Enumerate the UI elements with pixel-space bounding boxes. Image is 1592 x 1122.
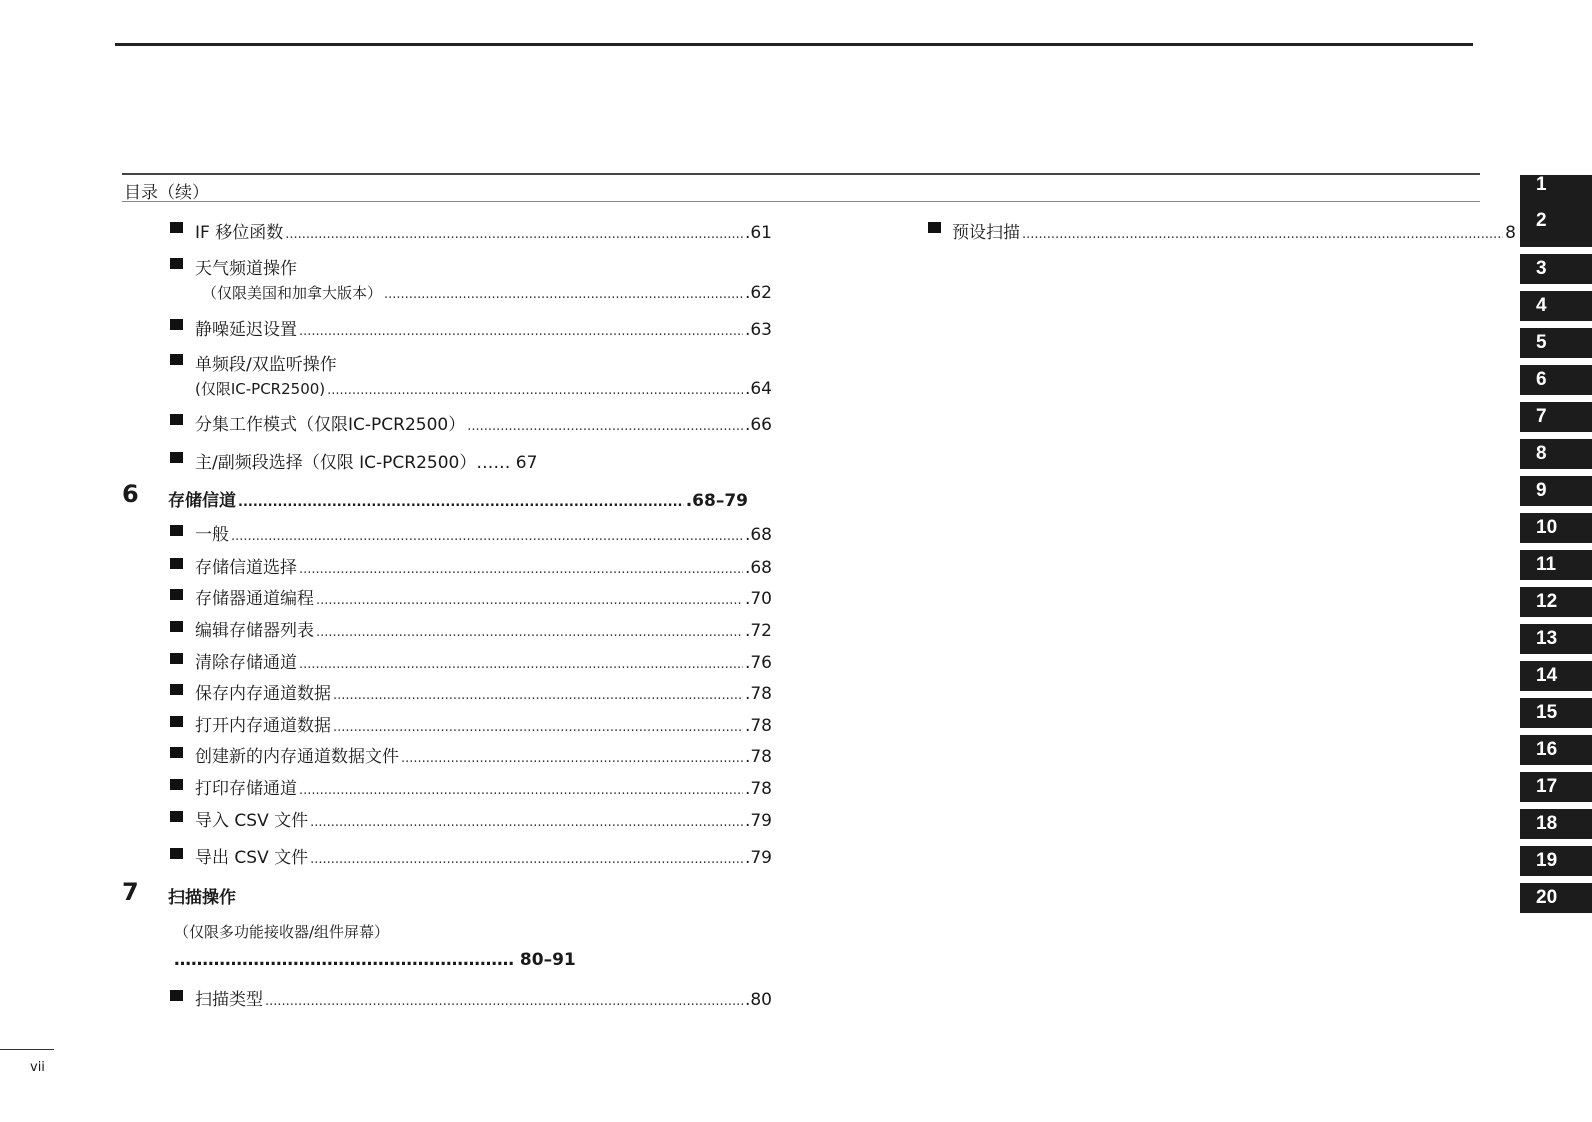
section-title: 目录（续） — [124, 183, 209, 203]
chapter-tab-11[interactable]: 11 — [1520, 550, 1592, 580]
square-bullet-icon — [170, 621, 183, 632]
leader-dots — [299, 657, 743, 672]
toc-entry-page: .79 — [744, 811, 772, 831]
chapter-title: 存储信道 — [168, 491, 236, 511]
toc-entry-title: 打开内存通道数据 — [195, 716, 331, 736]
toc-entry-title: 静噪延迟设置 — [195, 320, 297, 340]
chapter-tab-8[interactable]: 8 — [1520, 439, 1592, 469]
square-bullet-icon — [170, 558, 183, 569]
chapter-tab-18[interactable]: 18 — [1520, 809, 1592, 839]
leader-dots — [310, 852, 743, 867]
toc-entry-page: .61 — [744, 223, 772, 243]
chapter-tab-4[interactable]: 4 — [1520, 291, 1592, 321]
chapter-title: 扫描操作 — [168, 888, 236, 908]
section-rule-thin — [122, 201, 1480, 202]
square-bullet-icon — [170, 848, 183, 859]
toc-entry-page: .78 — [744, 779, 772, 799]
chapter-tab-12[interactable]: 12 — [1520, 587, 1592, 617]
toc-entry-page: .63 — [744, 320, 772, 340]
toc-entry-page: .78 — [744, 716, 772, 736]
chapter-tab-2[interactable]: 2 — [1520, 203, 1592, 247]
chapter-tab-17[interactable]: 17 — [1520, 772, 1592, 802]
top-rule — [115, 43, 1473, 46]
square-bullet-icon — [170, 589, 183, 600]
square-bullet-icon — [170, 258, 183, 269]
chapter-tab-9[interactable]: 9 — [1520, 476, 1592, 506]
toc-entry-subtitle: （仅限美国和加拿大版本） — [202, 284, 383, 302]
toc-entry-title: 扫描类型 — [195, 990, 263, 1010]
toc-entry-title: 存储信道选择 — [195, 558, 297, 578]
leader-dots — [316, 593, 743, 608]
square-bullet-icon — [170, 354, 183, 365]
leader-dots — [333, 688, 743, 703]
chapter-tab-14[interactable]: 14 — [1520, 661, 1592, 691]
toc-entry-page: .62 — [744, 283, 772, 303]
leader-dots — [285, 227, 743, 242]
toc-entry-title: 一般 — [195, 525, 229, 545]
toc-entry-title: 主/副频段选择（仅限 IC-PCR2500）…… 67 — [195, 453, 538, 473]
toc-entry-title: 天气频道操作 — [195, 259, 297, 279]
leader-dots — [467, 419, 743, 434]
toc-entry-page: .80 — [744, 990, 772, 1010]
toc-entry-page: .76 — [744, 653, 772, 673]
square-bullet-icon — [170, 779, 183, 790]
chapter-number: 6 — [122, 480, 139, 508]
leader-dots — [299, 783, 743, 798]
chapter-tab-16[interactable]: 16 — [1520, 735, 1592, 765]
toc-entry-page: .72 — [744, 621, 772, 641]
toc-entry-title: 创建新的内存通道数据文件 — [195, 747, 399, 767]
chapter-tab-3[interactable]: 3 — [1520, 254, 1592, 284]
toc-entry-page: .66 — [744, 415, 772, 435]
square-bullet-icon — [170, 319, 183, 330]
toc-entry-title: 导出 CSV 文件 — [195, 848, 309, 868]
chapter-pages: .68–79 — [685, 491, 748, 511]
chapter-number: 7 — [122, 878, 139, 906]
chapter-tab-7[interactable]: 7 — [1520, 402, 1592, 432]
chapter-tab-6[interactable]: 6 — [1520, 365, 1592, 395]
leader-dots — [316, 625, 743, 640]
square-bullet-icon — [170, 452, 183, 463]
leader-dots — [1022, 227, 1503, 242]
square-bullet-icon — [170, 747, 183, 758]
toc-entry-page: .68 — [744, 525, 772, 545]
leader-dots — [401, 751, 743, 766]
leader-dots — [299, 324, 743, 339]
square-bullet-icon — [170, 716, 183, 727]
toc-entry-title: 导入 CSV 文件 — [195, 811, 309, 831]
toc-entry-title: 单频段/双监听操作 — [195, 355, 337, 375]
footer-rule — [0, 1049, 54, 1050]
chapter-pages: …………………………………………………… 80–91 — [174, 950, 576, 970]
toc-entry-title: 编辑存储器列表 — [195, 621, 314, 641]
chapter-tab-20[interactable]: 20 — [1520, 883, 1592, 913]
chapter-tab-15[interactable]: 15 — [1520, 698, 1592, 728]
square-bullet-icon — [170, 525, 183, 536]
toc-entry-title: 清除存储通道 — [195, 653, 297, 673]
chapter-tab-13[interactable]: 13 — [1520, 624, 1592, 654]
square-bullet-icon — [170, 684, 183, 695]
leader-dots — [231, 529, 743, 544]
square-bullet-icon — [170, 653, 183, 664]
chapter-note: （仅限多功能接收器/组件屏幕） — [174, 923, 390, 941]
toc-entry-page: .78 — [744, 684, 772, 704]
square-bullet-icon — [170, 414, 183, 425]
square-bullet-icon — [170, 222, 183, 233]
toc-entry-title: 分集工作模式（仅限IC-PCR2500） — [195, 415, 466, 435]
leader-dots — [384, 287, 743, 302]
toc-entry-page: .70 — [744, 589, 772, 609]
toc-entry-title: IF 移位函数 — [195, 223, 284, 243]
leader-dots — [238, 495, 684, 510]
toc-entry-page: .64 — [744, 379, 772, 399]
toc-entry-title: 保存内存通道数据 — [195, 684, 331, 704]
toc-entry-subtitle: (仅限IC-PCR2500) — [195, 380, 326, 398]
toc-entry-page: .79 — [744, 848, 772, 868]
leader-dots — [299, 562, 743, 577]
leader-dots — [265, 994, 743, 1009]
leader-dots — [327, 383, 743, 398]
toc-entry-page: 8 — [1505, 223, 1516, 243]
toc-entry-title: 存储器通道编程 — [195, 589, 314, 609]
toc-entry-page: .68 — [744, 558, 772, 578]
leader-dots — [333, 720, 743, 735]
chapter-tab-10[interactable]: 10 — [1520, 513, 1592, 543]
page-number: vii — [30, 1060, 45, 1075]
leader-dots — [310, 815, 743, 830]
chapter-tab-19[interactable]: 19 — [1520, 846, 1592, 876]
square-bullet-icon — [170, 811, 183, 822]
chapter-tab-5[interactable]: 5 — [1520, 328, 1592, 358]
square-bullet-icon — [170, 990, 183, 1001]
toc-entry-title: 预设扫描 — [952, 223, 1020, 243]
section-rule — [122, 173, 1480, 175]
chapter-tab-1[interactable]: 1 — [1520, 175, 1592, 203]
toc-entry-page: .78 — [744, 747, 772, 767]
square-bullet-icon — [928, 222, 941, 233]
toc-entry-title: 打印存储通道 — [195, 779, 297, 799]
